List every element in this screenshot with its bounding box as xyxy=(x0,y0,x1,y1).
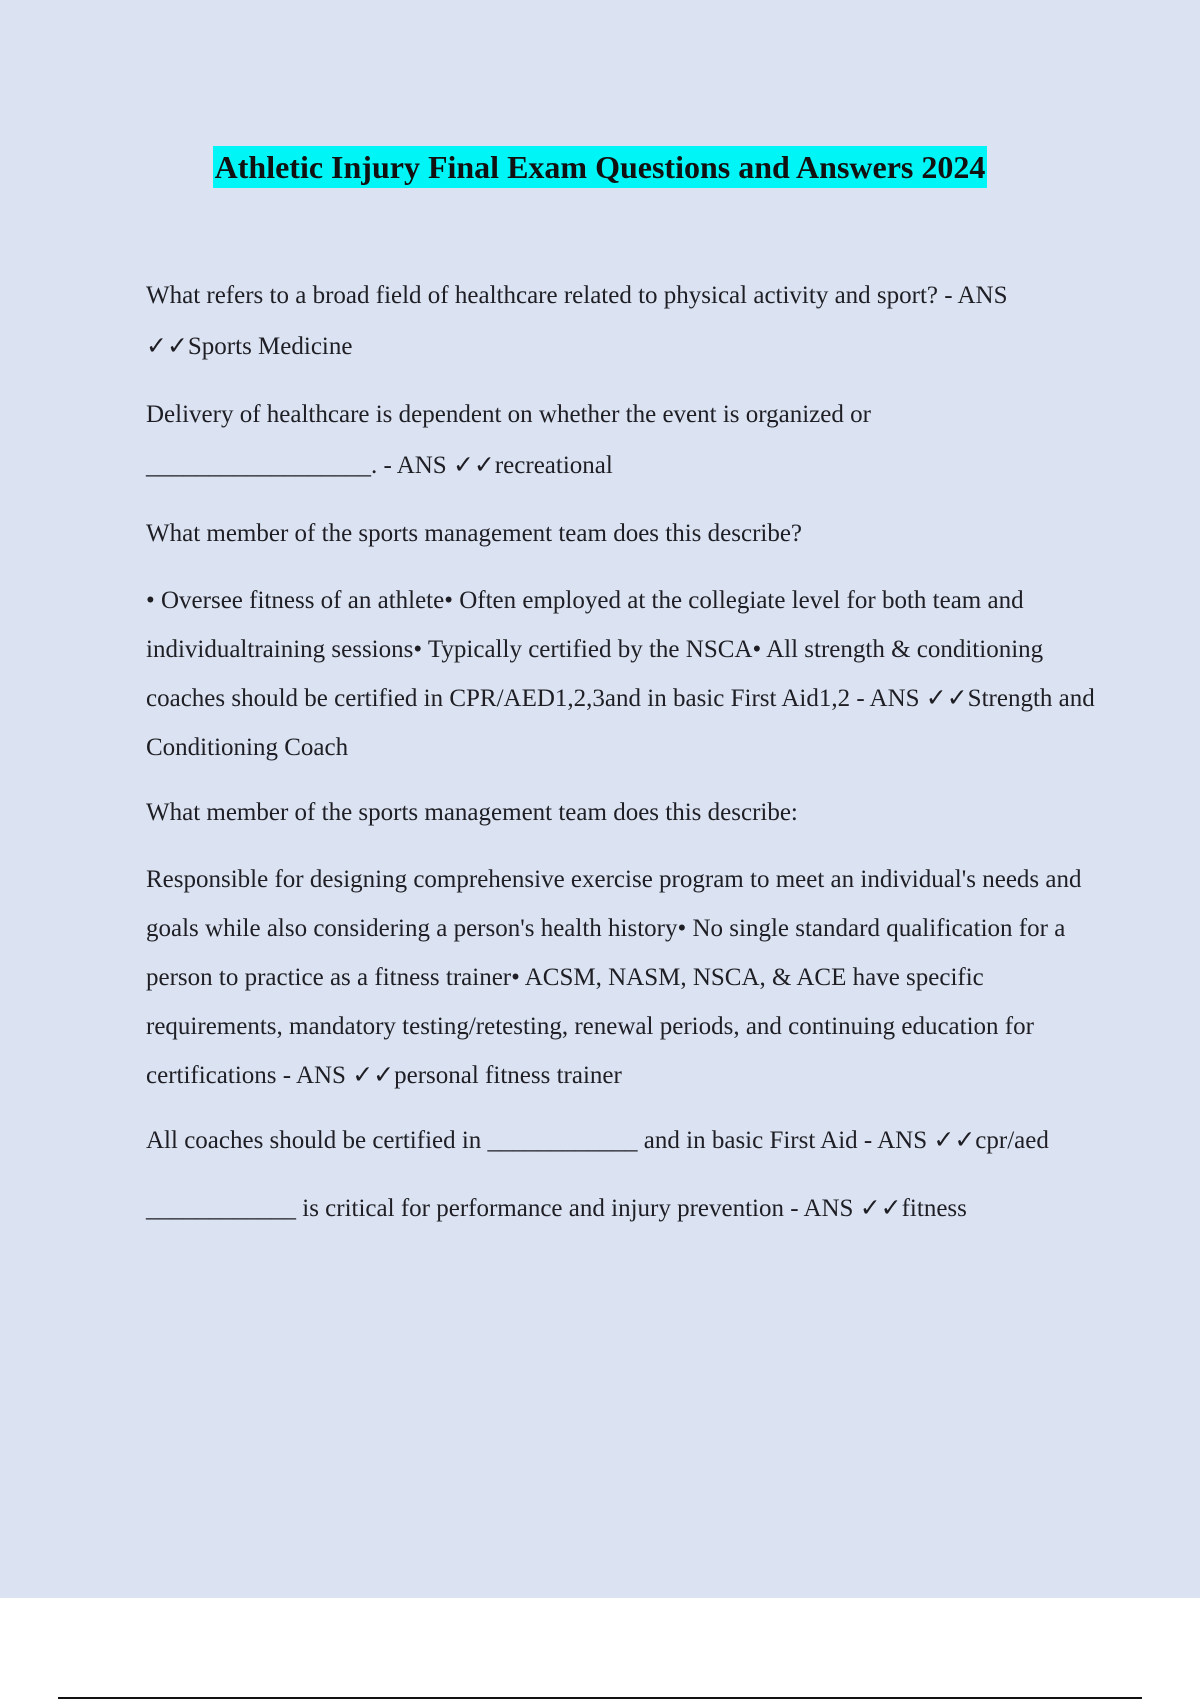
qa-text xyxy=(146,389,1096,491)
title-wrap xyxy=(0,146,1200,188)
qa-text xyxy=(146,1183,1096,1234)
document-title: Athletic Injury Final Exam Questions and Answers 2024 xyxy=(213,146,988,188)
qa-description xyxy=(146,855,1096,1100)
description-text xyxy=(146,855,1096,1100)
qa-item xyxy=(146,508,1096,559)
answer-text: Sports Medicine xyxy=(187,333,353,360)
answer-text: personal fitness trainer xyxy=(394,1062,622,1089)
question-text: ____________ is critical for performance and injury prevention - ANS ✓✓ xyxy=(146,1195,902,1222)
qa-text xyxy=(146,1115,1096,1166)
description-body: Responsible for designing comprehensive exercise program to meet an individual's needs and goals while also considering a person's health history• No single standard qualification for a person to practice as a fitness trainer• ACSM, NASM, NSCA, & ACE have specific requirements, mandatory testing/retesting, renewal periods, and continuing education for certifications - ANS ✓✓ xyxy=(146,866,1082,1089)
footer-divider xyxy=(58,1697,1142,1699)
qa-item xyxy=(146,787,1096,838)
qa-description xyxy=(146,576,1096,772)
question-text: All coaches should be certified in ____________ and in basic First Aid - ANS ✓✓ xyxy=(146,1127,976,1154)
question-text: What member of the sports management team does this describe: xyxy=(146,799,798,826)
qa-item xyxy=(146,270,1096,372)
answer-prefix: __________________. - ANS ✓✓ xyxy=(146,452,495,479)
qa-item xyxy=(146,1183,1096,1234)
answer-text: recreational xyxy=(494,452,613,479)
answer-text: Strength and Conditioning Coach xyxy=(146,685,1095,761)
question-text: What member of the sports management team does this describe? xyxy=(146,520,803,547)
description-body: • Oversee fitness of an athlete• Often employed at the collegiate level for both team and individualtraining sessions• Typically certified by the NSCA• All strength & conditioning coaches should be certified in CPR/AED1,2,3and in basic First Aid1,2 - ANS ✓✓ xyxy=(146,587,1044,712)
question-text: What refers to a broad field of healthcare related to physical activity and sport? - xyxy=(146,282,953,309)
answer-text: cpr/aed xyxy=(975,1127,1049,1154)
answer-prefix: ANS ✓✓ xyxy=(146,282,1008,360)
qa-content xyxy=(146,270,1096,1251)
qa-item xyxy=(146,389,1096,491)
question-text: Delivery of healthcare is dependent on whether the event is organized or xyxy=(146,401,871,428)
description-text xyxy=(146,576,1096,772)
qa-item xyxy=(146,1115,1096,1166)
qa-text xyxy=(146,270,1096,372)
answer-text: fitness xyxy=(901,1195,967,1222)
